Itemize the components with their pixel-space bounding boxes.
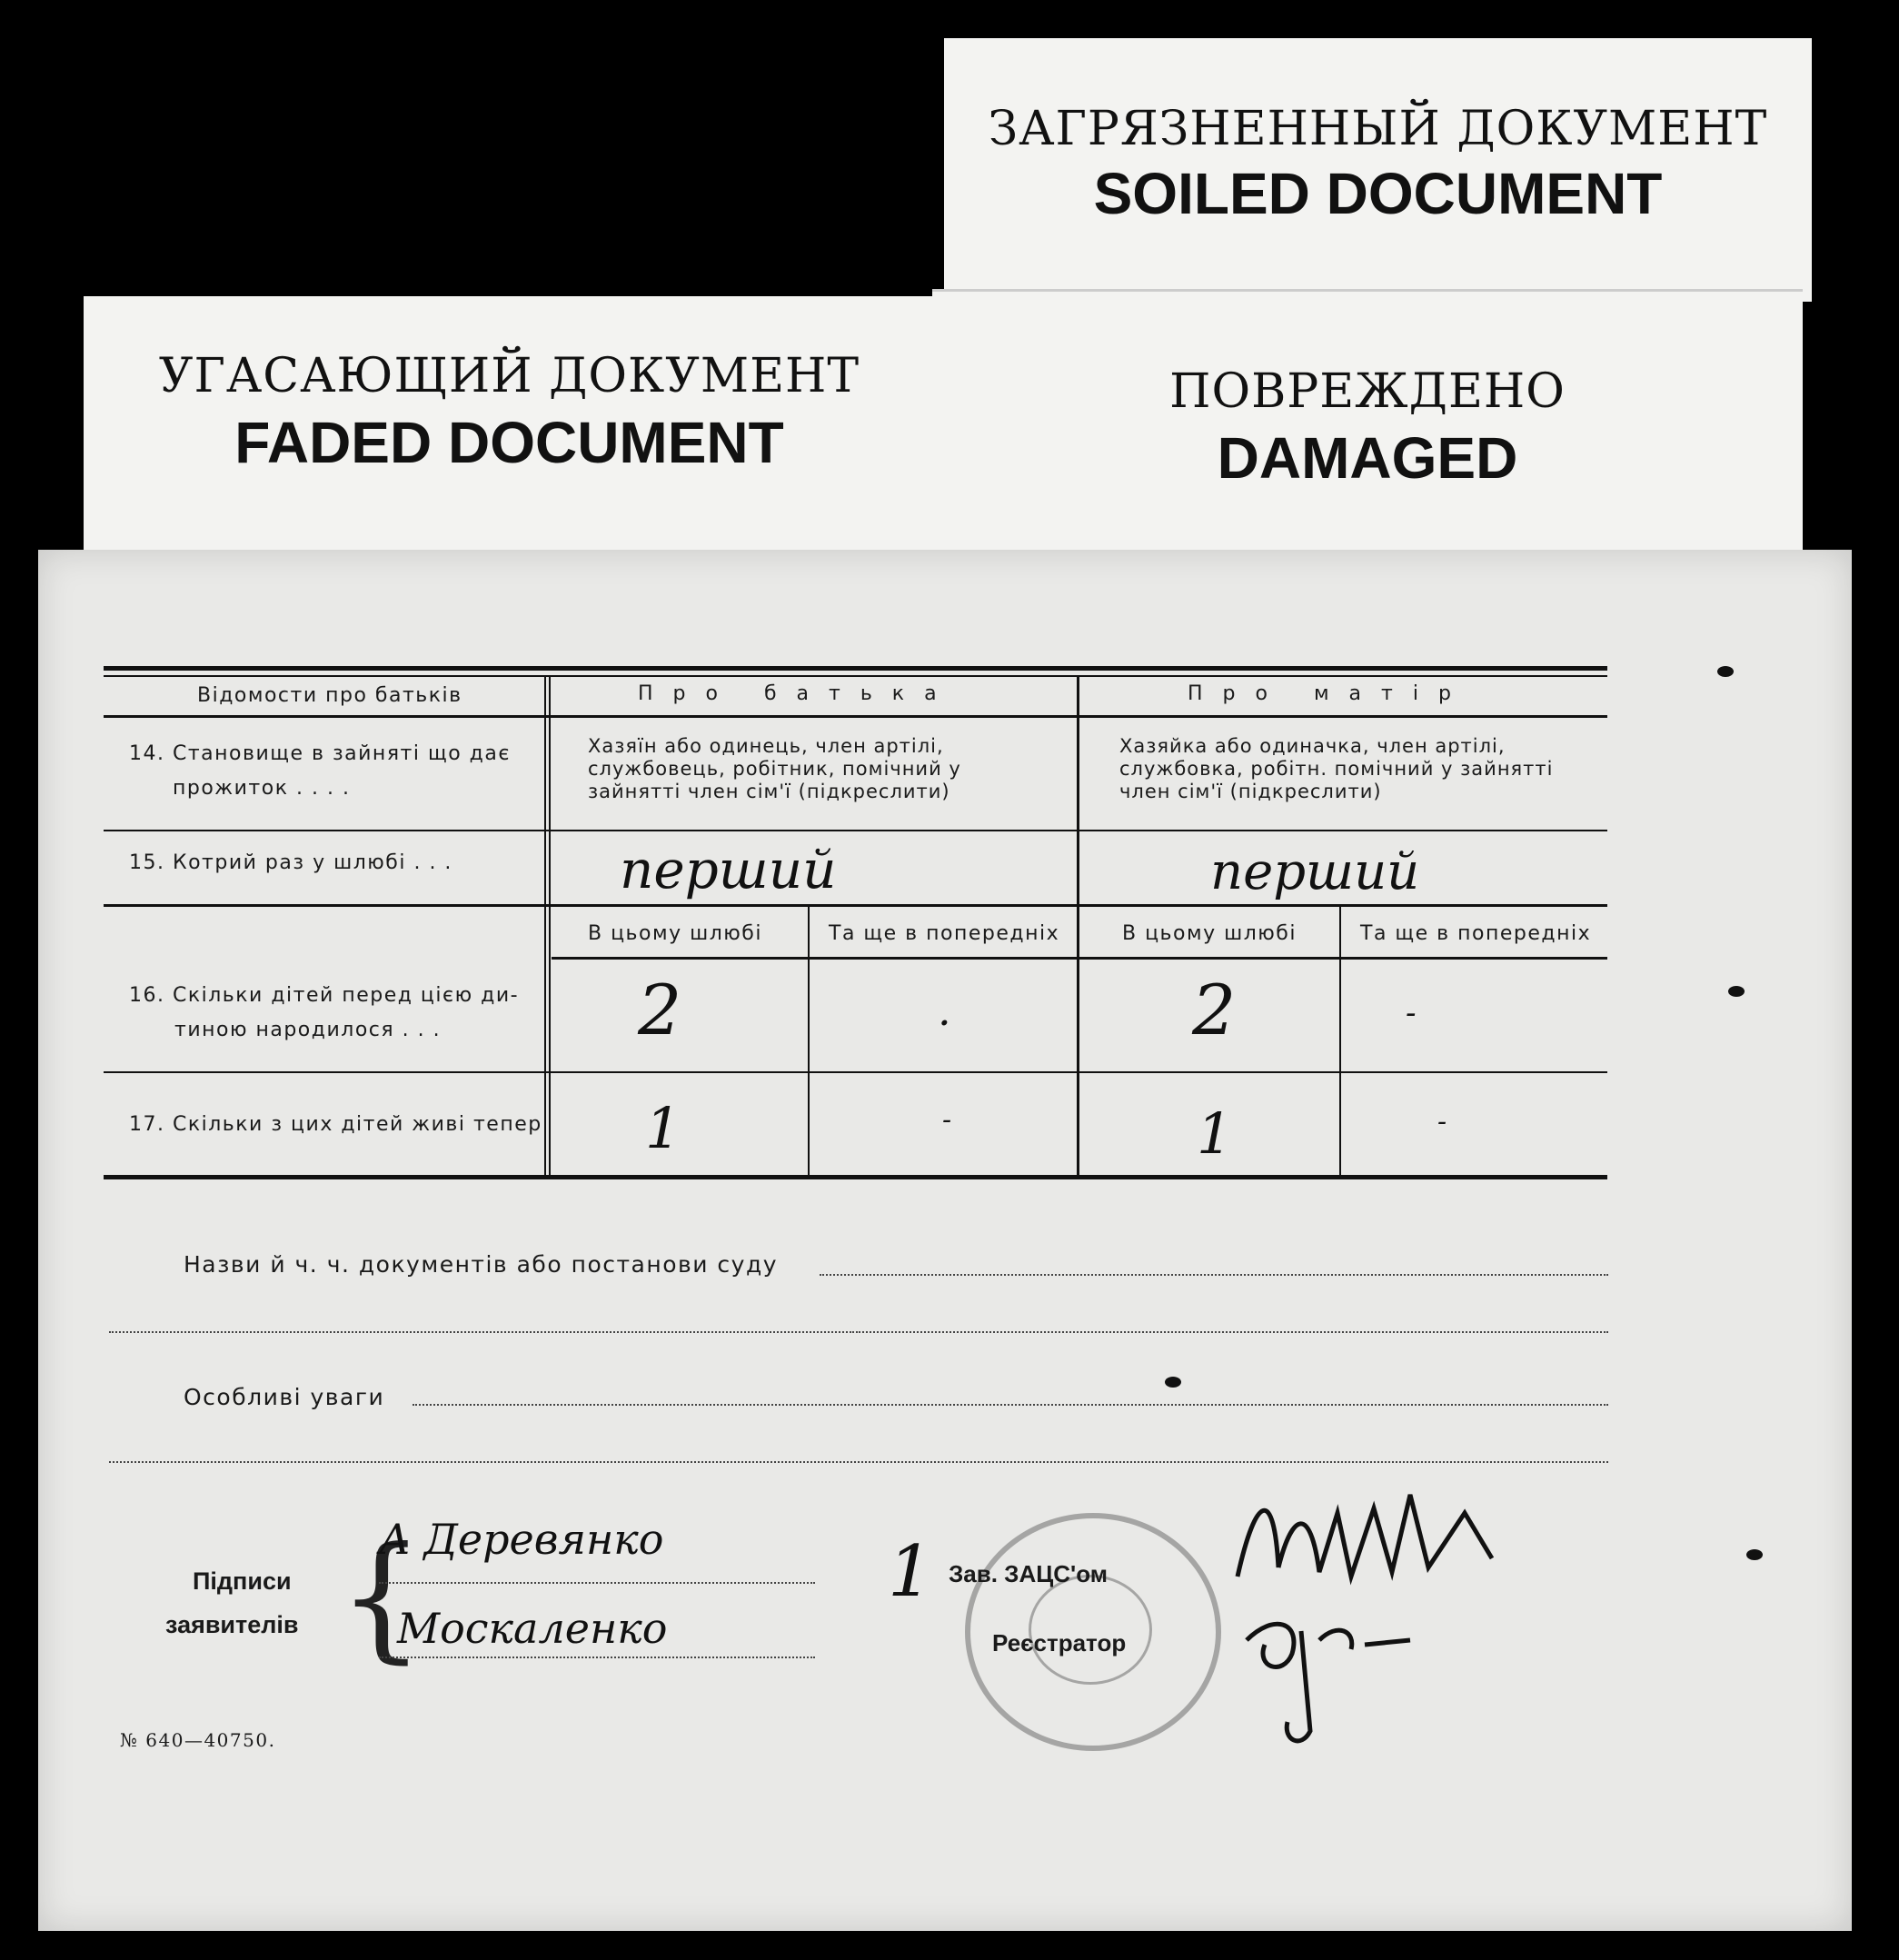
row15-label: 15. Котрий раз у шлюбі . . . (129, 851, 452, 874)
row16-mother-this: 2 (1192, 970, 1237, 1050)
row17-father-prev: - (942, 1104, 952, 1136)
documents-line (820, 1274, 1608, 1276)
col-divider-label-2 (549, 677, 551, 1177)
row14-label-line1: 14. Становище в зайняті що дає (129, 742, 511, 765)
faded-notice-en: FADED DOCUMENT (234, 410, 784, 475)
row16-mother-prev: - (1406, 995, 1417, 1031)
row16-father-prev: . (938, 986, 951, 1035)
damaged-notice-ru: ПОВРЕЖДЕНО (1169, 364, 1566, 419)
row16-father-this: 2 (638, 970, 682, 1050)
row17-father-this: 1 (645, 1095, 681, 1161)
applicant2-line (379, 1657, 815, 1658)
registration-form-sheet (38, 550, 1852, 1931)
applicant2-signature: Москаленко (397, 1604, 668, 1653)
form-number: № 640—40750. (120, 1729, 276, 1751)
row16-label-line1: 16. Скільки дітей перед цією ди- (129, 984, 520, 1007)
father-this-marriage-header: В цьому шлюбі (588, 922, 762, 945)
head-label: Зав. ЗАЦС'ом (949, 1560, 1108, 1587)
row14-mother-options: Хазяйка або одиначка, член артілі, службовка, робітн. помічний у зайнятті член сім'ї (підкреслити) (1119, 735, 1554, 802)
punch-hole (1746, 1549, 1763, 1560)
header-bottom-rule (104, 715, 1607, 718)
punch-hole (1165, 1377, 1181, 1388)
mother-header: Про матір (1188, 682, 1471, 705)
table-bottom-rule (104, 1175, 1607, 1179)
signatures-brace: { (338, 1518, 425, 1676)
mother-this-marriage-header: В цьому шлюбі (1122, 922, 1297, 945)
punch-hole (1728, 986, 1745, 997)
documents-line-2 (109, 1331, 854, 1333)
row14-label-line2: прожиток . . . . (173, 777, 351, 800)
col-divider-mother-prev (1339, 906, 1341, 1177)
table-top-rule (104, 666, 1607, 671)
table-top-rule-thin (104, 675, 1607, 677)
father-previous-header: Та ще в попередніх (829, 922, 1060, 945)
soiled-notice-ru: ЗАГРЯЗНЕННЫЙ ДОКУМЕНТ (988, 102, 1768, 156)
mother-previous-header: Та ще в попередніх (1360, 922, 1592, 945)
row15-father-value: перший (620, 839, 837, 900)
row17-mother-prev: - (1437, 1106, 1447, 1138)
applicant1-signature: А Деревянко (379, 1515, 664, 1564)
damaged-notice-en: DAMAGED (1217, 425, 1518, 491)
faded-notice-ru: УГАСАЮЩИЙ ДОКУМЕНТ (158, 349, 860, 403)
mark-number: 1 (888, 1531, 933, 1613)
punch-hole (1717, 666, 1734, 677)
col-divider-father-prev (808, 906, 810, 1177)
signatures-label-line1: Підписи (193, 1567, 292, 1595)
row17-label: 17. Скільки з цих дітей живі тепер (129, 1113, 542, 1136)
father-header: Про батька (638, 682, 957, 705)
faded-document-notice (84, 296, 935, 569)
documents-line-3 (856, 1331, 1608, 1333)
remarks-label: Особливі уваги (184, 1384, 385, 1410)
soiled-document-notice (944, 38, 1812, 302)
remarks-line (413, 1404, 1608, 1406)
applicant1-line (379, 1582, 815, 1584)
registrar-label: Реєстратор (992, 1629, 1127, 1657)
documents-label: Назви й ч. ч. документів або постанови суду (184, 1251, 779, 1278)
row16-label-line2: тиною народилося . . . (174, 1019, 442, 1041)
col-divider-label (544, 677, 546, 1177)
section-header: Відомости про батьків (197, 684, 462, 707)
signatures-label-line2: заявителів (165, 1611, 299, 1638)
soiled-notice-en: SOILED DOCUMENT (1093, 161, 1663, 226)
row15-mother-value: перший (1210, 842, 1420, 901)
col-divider-parents (1077, 677, 1079, 1177)
subheader-bottom-rule (552, 957, 1607, 960)
row16-bottom-rule (104, 1071, 1607, 1073)
row14-father-options: Хазяїн або одинець, член артілі, службовець, робітник, помічний у зайнятті член сім'ї (підкреслити) (588, 735, 961, 802)
row15-bottom-rule (104, 904, 1607, 907)
official-signature (1192, 1458, 1537, 1749)
damaged-document-notice (932, 289, 1803, 573)
row17-mother-this: 1 (1197, 1100, 1233, 1167)
row14-bottom-rule (104, 830, 1607, 831)
